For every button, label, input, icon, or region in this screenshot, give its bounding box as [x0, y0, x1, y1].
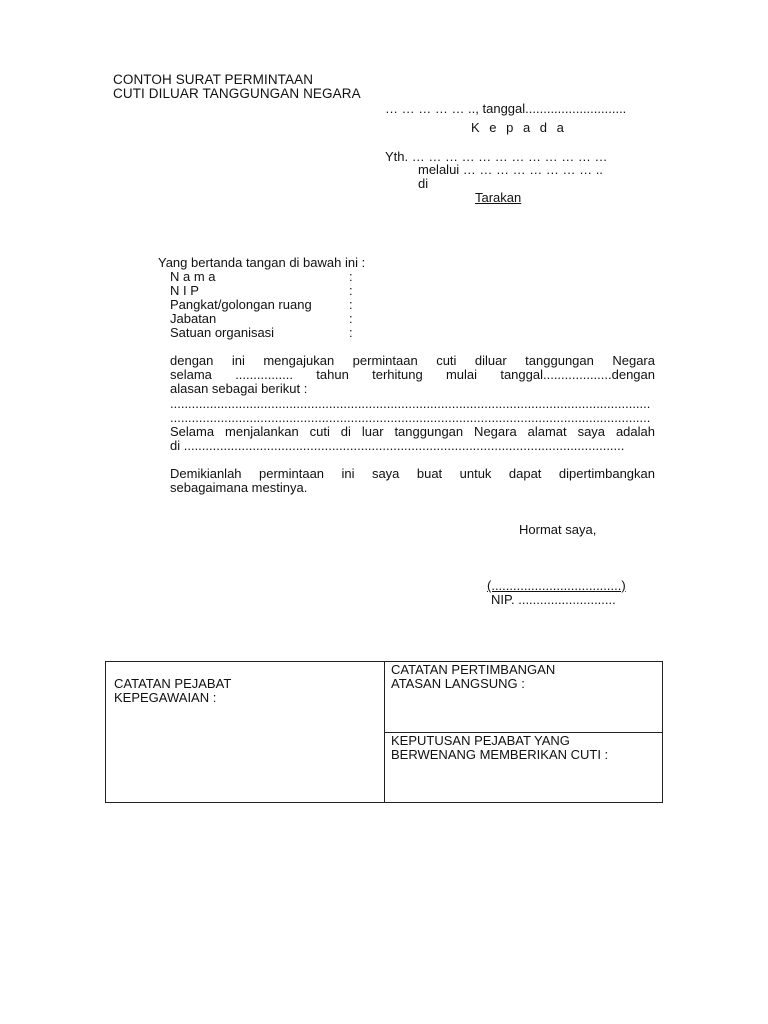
field-colon: : — [349, 311, 353, 326]
signature-name-placeholder: (....................................) — [487, 578, 626, 593]
document-title-line-2: CUTI DILUAR TANGGUNGAN NEGARA — [113, 86, 361, 101]
reason-dots-line-1: ..................................................................................................................................... — [170, 397, 651, 411]
place-date-line: … … … … … .., tanggal............................ — [385, 101, 627, 116]
field-colon: : — [349, 269, 353, 284]
address-paragraph-line-2: di .......................................................................................................................... — [170, 438, 625, 453]
kepada-label: K e p a d a — [471, 120, 567, 135]
address-paragraph-line-1: Selama menjalankan cuti di luar tanggungan Negara alamat saya adalah — [170, 425, 655, 439]
field-label: N I P — [170, 283, 199, 298]
reason-dots-line-2: ..................................................................................................................................... — [170, 411, 651, 425]
closing-paragraph-line-1: Demikianlah permintaan ini saya buat untuk dapat dipertimbangkan — [170, 467, 655, 481]
di-label: di — [418, 176, 429, 191]
field-label: Jabatan — [170, 311, 217, 326]
supervisor-note-cell: CATATAN PERTIMBANGAN ATASAN LANGSUNG : — [391, 662, 556, 691]
authorizing-officer-decision-cell: KEPUTUSAN PEJABAT YANG BERWENANG MEMBERIKAN CUTI : — [391, 733, 609, 762]
request-paragraph-line-2: selama ................ tahun terhitung mulai tanggal...................dengan — [170, 368, 655, 382]
field-label: Pangkat/golongan ruang — [170, 297, 312, 312]
city-name: Tarakan — [475, 190, 522, 205]
field-colon: : — [349, 297, 353, 312]
identity-intro: Yang bertanda tangan di bawah ini : — [158, 255, 366, 270]
request-paragraph-line-1: dengan ini mengajukan permintaan cuti diluar tanggungan Negara — [170, 354, 655, 368]
request-paragraph-line-3: alasan sebagai berikut : — [170, 381, 308, 396]
notes-table — [105, 661, 663, 803]
closing-paragraph-line-2: sebagaimana mestinya. — [170, 480, 308, 495]
field-colon: : — [349, 283, 353, 298]
recipient-line: Yth. … … … … … … … … … … … … — [385, 149, 608, 164]
via-line: melalui … … … … … … … … .. — [418, 162, 603, 177]
signature-nip: NIP. ........................... — [491, 592, 616, 607]
document-title-line-1: CONTOH SURAT PERMINTAAN — [113, 72, 314, 87]
field-label: N a m a — [170, 269, 216, 284]
closing-salutation: Hormat saya, — [519, 522, 597, 537]
staffing-officer-note-cell: CATATAN PEJABAT KEPEGAWAIAN : — [114, 676, 232, 705]
field-colon: : — [349, 325, 353, 340]
field-label: Satuan organisasi — [170, 325, 275, 340]
